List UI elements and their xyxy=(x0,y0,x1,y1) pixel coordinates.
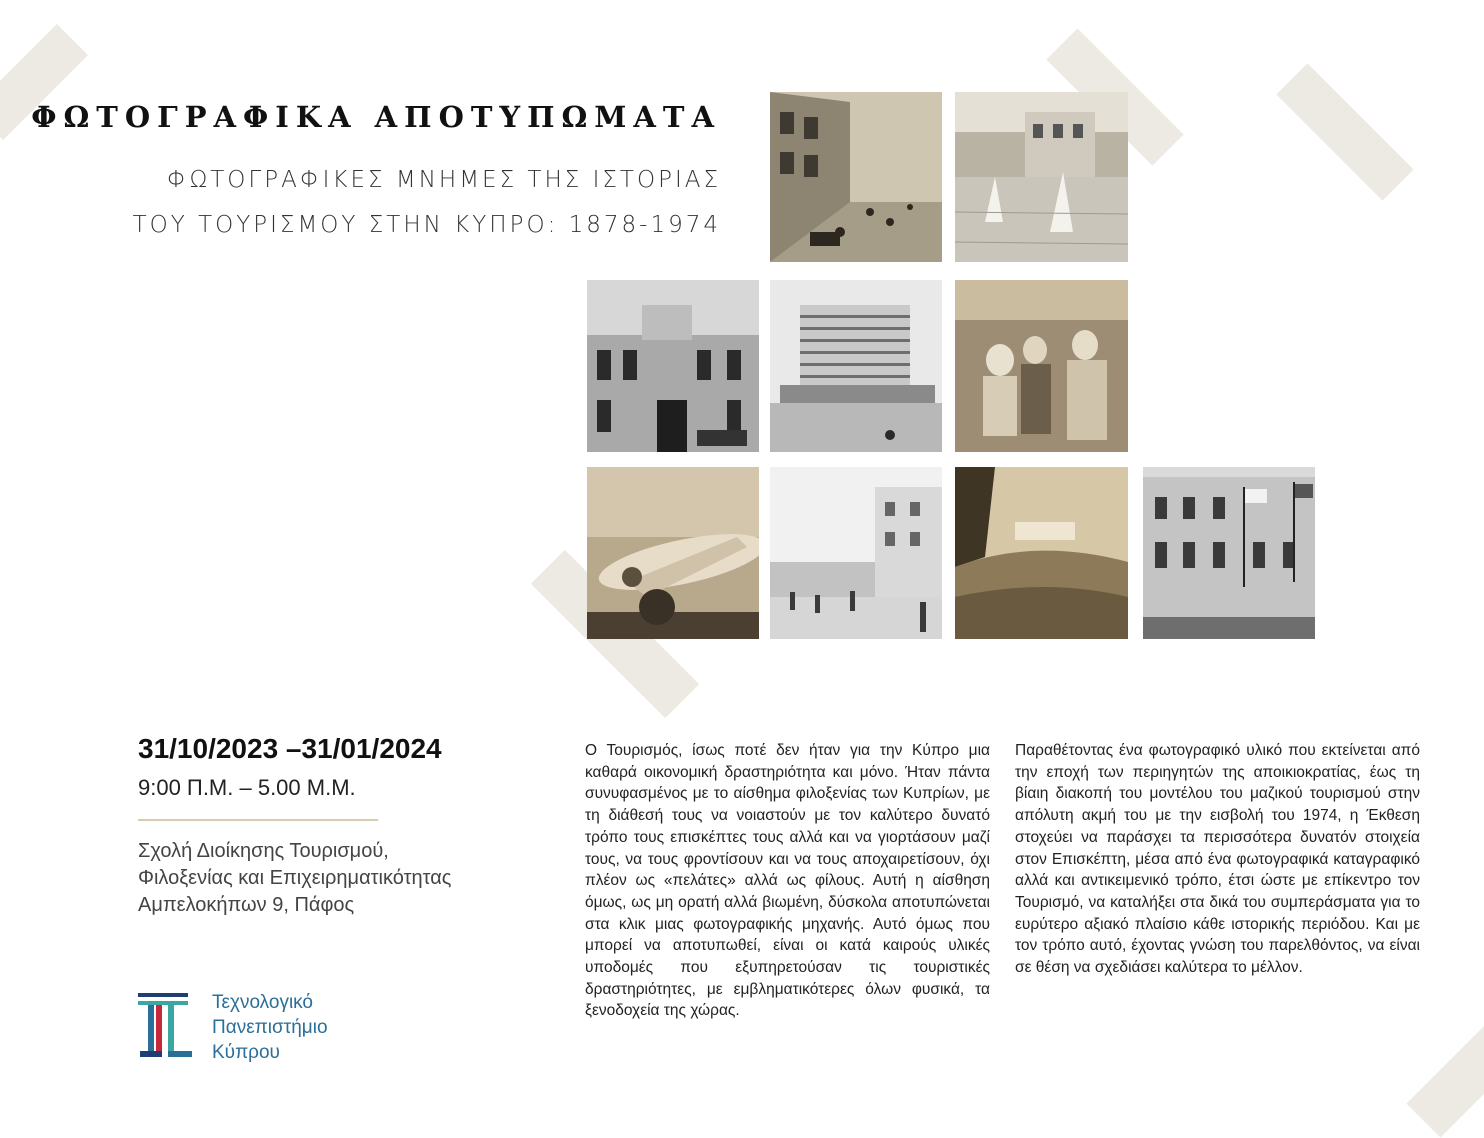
photo-modern-hotel-tower xyxy=(770,280,942,452)
photo-hotel-with-flags xyxy=(1143,467,1315,639)
photo-group-of-visitors xyxy=(955,280,1128,452)
exhibition-subtitle xyxy=(133,158,721,248)
venue-address xyxy=(138,838,451,919)
university-name-line: Πανεπιστήμιο xyxy=(212,1017,328,1038)
photo-harbour-hotel xyxy=(955,92,1128,262)
photo-beach-promenade xyxy=(770,467,942,639)
exhibition-dates: 31/10/2023 –31/01/2024 xyxy=(138,733,442,764)
university-name-line: Τεχνολογικό xyxy=(212,992,314,1013)
photo-hill-hotel xyxy=(955,467,1128,639)
university-name xyxy=(212,990,328,1065)
description-paragraph-1: Ο Τουρισμός, ίσως ποτέ δεν ήταν για την Κύπρο μια καθαρά οικονομική δραστηριότητα και μόνο. Ήταν πάντα συνυφασμένος με το αίσθημα φιλοξενίας των Κυπρίων, με τη διάθεσή τους να νοιαστούν με τον καλύτερο δυνατό τρόπο τους επισκέπτες τους αλλά και να γιορτάσουν μαζί τους, να τους φροντίσουν και να τους αποχαιρετίσουν, όχι πλέον ως «πελάτες» αλλά ως φίλους. Αυτή η αίσθηση όμως, ως μη ορατή αλλά βιωμένη, δύσκολα αποτυπώνεται στα κλικ μιας φωτογραφικής μηχανής. Αυτό όμως που μπορεί να αποτυπωθεί, είναι οι κατά καιρούς υλικές υποδομές που εξυπηρετούσαν τις τουριστικές δραστηριότητες, με εμβληματικότερες όλων φυσικά, τα ξενοδοχεία της χώρας. xyxy=(585,742,990,1020)
decorative-stripe xyxy=(1276,63,1413,200)
description-paragraph-2: Παραθέτοντας ένα φωτογραφικό υλικό που εκτείνεται από την εποχή των περιηγητών της αποικιοκρατίας, έως τη βίαιη διακοπή του μοντέλου του μαζικού τουρισμού στην απόλυτη ακμή του με την εισβολή του 1974, η Έκθεση στοχεύει να παράσχει τα περισσότερα δυνατόν στοιχεία στον Επισκέπτη, μέσα από ένα φωτογραφικά καταγραφικό αλλά και αντικειμενικό τρόπο, έτσι ώστε με επίκεντρο τον Τουρισμό, να καταλήξει στα δικά του συμπεράσματα για το ευρύτερο αξιακό πλαίσιο κάθε ιστορικής περιόδου. Και με τον τρόπο αυτό, έχοντας γνώση του παρελθόντος, να είναι σε θέση να σχεδιάσει καλύτερα το μέλλον. xyxy=(1015,742,1420,977)
venue-line: Αμπελοκήπων 9, Πάφος xyxy=(138,894,355,916)
venue-line: Σχολή Διοίκησης Τουρισμού, xyxy=(138,840,389,862)
university-logo-icon xyxy=(138,993,198,1059)
photo-colonial-hotel xyxy=(587,280,759,452)
decorative-stripe xyxy=(1406,990,1484,1137)
university-name-line: Κύπρου xyxy=(212,1042,280,1063)
photo-airplane xyxy=(587,467,759,639)
exhibition-title: ΦΩΤΟΓΡΑΦΙΚΑ ΑΠΟΤΥΠΩΜΑΤΑ xyxy=(31,100,721,134)
subtitle-line: ΦΩΤΟΓΡΑΦΙΚΕΣ ΜΝΗΜΕΣ ΤΗΣ ΙΣΤΟΡΙΑΣ xyxy=(166,167,721,193)
photo-street-scene xyxy=(770,92,942,262)
subtitle-line: ΤΟΥ ΤΟΥΡΙΣΜΟΥ ΣΤΗΝ ΚΥΠΡΟ: 1878-1974 xyxy=(132,212,721,238)
venue-line: Φιλοξενίας και Επιχειρηματικότητας xyxy=(138,867,452,889)
opening-hours: 9:00 Π.Μ. – 5.00 Μ.Μ. xyxy=(138,775,356,800)
divider xyxy=(138,819,378,821)
